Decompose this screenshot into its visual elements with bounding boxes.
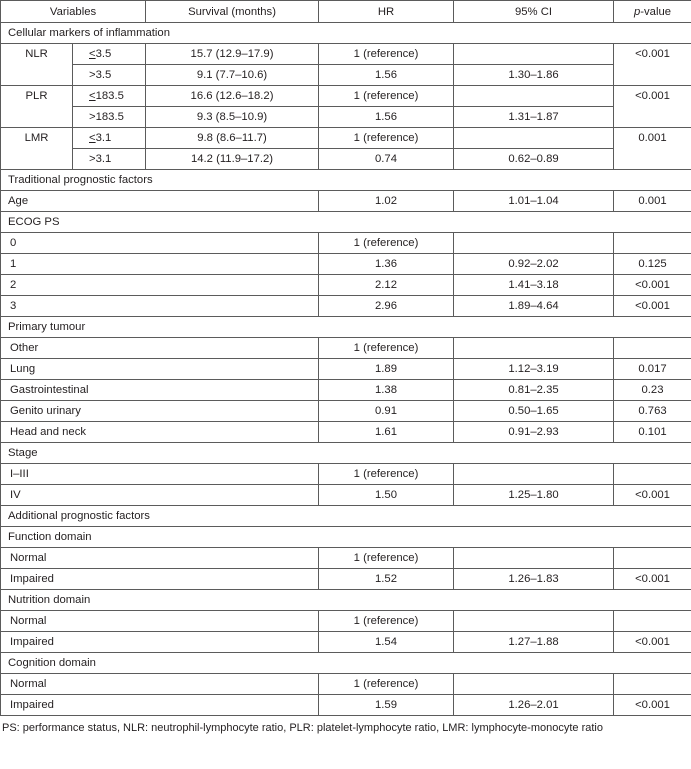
hr-cell: 1.54 bbox=[319, 632, 454, 653]
section-row bbox=[1, 590, 691, 611]
row-label: I–III bbox=[1, 464, 319, 485]
group-label-plr: PLR bbox=[1, 86, 73, 128]
group-title-cognition: Cognition domain bbox=[1, 653, 691, 674]
survival-cell: 9.8 (8.6–11.7) bbox=[146, 128, 319, 149]
ci-cell: 0.62–0.89 bbox=[454, 149, 614, 170]
hr-cell: 1 (reference) bbox=[319, 86, 454, 107]
group-label-nlr: NLR bbox=[1, 44, 73, 86]
group-title-primary: Primary tumour bbox=[1, 317, 691, 338]
p-value-cell: <0.001 bbox=[614, 296, 691, 317]
ci-cell bbox=[454, 548, 614, 569]
ci-cell bbox=[454, 44, 614, 65]
p-value-cell: <0.001 bbox=[614, 44, 691, 86]
row-label: Other bbox=[1, 338, 319, 359]
hr-cell: 1.61 bbox=[319, 422, 454, 443]
ci-cell: 1.26–2.01 bbox=[454, 695, 614, 716]
section-title-inflammation: Cellular markers of inflammation bbox=[1, 23, 691, 44]
section-row bbox=[1, 170, 691, 191]
section-row bbox=[1, 506, 691, 527]
row-label: Impaired bbox=[1, 632, 319, 653]
table-row bbox=[1, 674, 691, 695]
table-row bbox=[1, 485, 691, 506]
p-value-cell: <0.001 bbox=[614, 86, 691, 128]
header-survival: Survival (months) bbox=[146, 1, 319, 23]
section-row bbox=[1, 527, 691, 548]
le-symbol: < bbox=[89, 48, 96, 60]
group-title-ecog: ECOG PS bbox=[1, 212, 691, 233]
row-label: Lung bbox=[1, 359, 319, 380]
table-row bbox=[1, 275, 691, 296]
survival-cell: 15.7 (12.9–17.9) bbox=[146, 44, 319, 65]
p-value-cell: 0.763 bbox=[614, 401, 691, 422]
p-value-cell: 0.23 bbox=[614, 380, 691, 401]
hr-cell: 1.56 bbox=[319, 107, 454, 128]
section-title-additional: Additional prognostic factors bbox=[1, 506, 691, 527]
p-value-cell: 0.125 bbox=[614, 254, 691, 275]
ci-cell: 1.01–1.04 bbox=[454, 191, 614, 212]
ci-cell: 1.12–3.19 bbox=[454, 359, 614, 380]
hr-cell: 1.38 bbox=[319, 380, 454, 401]
table-row bbox=[1, 149, 691, 170]
p-value-cell: <0.001 bbox=[614, 569, 691, 590]
p-value-cell: 0.001 bbox=[614, 128, 691, 170]
table-footnote: PS: performance status, NLR: neutrophil-lymphocyte ratio, PLR: platelet-lymphocyte ratio, LMR: lymphocyte-monocyte ratio bbox=[2, 722, 603, 734]
group-title-function: Function domain bbox=[1, 527, 691, 548]
hr-cell: 1.89 bbox=[319, 359, 454, 380]
ci-cell: 0.50–1.65 bbox=[454, 401, 614, 422]
table-row bbox=[1, 338, 691, 359]
hr-cell: 2.12 bbox=[319, 275, 454, 296]
table-row bbox=[1, 254, 691, 275]
table-row bbox=[1, 86, 691, 107]
row-label: Gastrointestinal bbox=[1, 380, 319, 401]
cutoff-cell bbox=[73, 86, 146, 107]
ci-cell: 0.91–2.93 bbox=[454, 422, 614, 443]
hr-cell: 1 (reference) bbox=[319, 548, 454, 569]
section-row bbox=[1, 212, 691, 233]
row-label: Normal bbox=[1, 548, 319, 569]
cutoff-cell: >3.1 bbox=[73, 149, 146, 170]
p-value-cell: <0.001 bbox=[614, 275, 691, 296]
ci-cell bbox=[454, 611, 614, 632]
hr-cell: 0.74 bbox=[319, 149, 454, 170]
row-label: Normal bbox=[1, 611, 319, 632]
hr-cell: 1 (reference) bbox=[319, 128, 454, 149]
header-hr: HR bbox=[319, 1, 454, 23]
table-row bbox=[1, 422, 691, 443]
group-title-nutrition: Nutrition domain bbox=[1, 590, 691, 611]
ci-cell bbox=[454, 128, 614, 149]
hr-cell: 1 (reference) bbox=[319, 233, 454, 254]
hr-cell: 1 (reference) bbox=[319, 44, 454, 65]
hr-cell: 1.50 bbox=[319, 485, 454, 506]
ci-cell bbox=[454, 464, 614, 485]
ci-cell: 1.41–3.18 bbox=[454, 275, 614, 296]
cutoff-cell bbox=[73, 128, 146, 149]
cutoff-value: 183.5 bbox=[95, 90, 124, 102]
row-label: Impaired bbox=[1, 695, 319, 716]
hr-cell: 1.52 bbox=[319, 569, 454, 590]
table-row bbox=[1, 296, 691, 317]
p-value-cell bbox=[614, 233, 691, 254]
le-symbol: < bbox=[89, 132, 96, 144]
section-row bbox=[1, 653, 691, 674]
table-row bbox=[1, 233, 691, 254]
ci-cell: 1.89–4.64 bbox=[454, 296, 614, 317]
ci-cell: 1.30–1.86 bbox=[454, 65, 614, 86]
ci-cell: 1.25–1.80 bbox=[454, 485, 614, 506]
header-p-rest: -value bbox=[640, 5, 672, 18]
group-label-lmr: LMR bbox=[1, 128, 73, 170]
hr-cell: 1.02 bbox=[319, 191, 454, 212]
p-value-cell: <0.001 bbox=[614, 632, 691, 653]
p-value-cell bbox=[614, 338, 691, 359]
cutoff-cell: >3.5 bbox=[73, 65, 146, 86]
hr-cell: 1 (reference) bbox=[319, 674, 454, 695]
section-row bbox=[1, 443, 691, 464]
cutoff-value: 3.5 bbox=[95, 48, 112, 60]
header-row bbox=[1, 1, 691, 23]
table-row bbox=[1, 695, 691, 716]
ci-cell: 1.26–1.83 bbox=[454, 569, 614, 590]
table-row bbox=[1, 464, 691, 485]
row-label: 1 bbox=[1, 254, 319, 275]
ci-cell: 1.31–1.87 bbox=[454, 107, 614, 128]
table-row bbox=[1, 632, 691, 653]
table-row bbox=[1, 128, 691, 149]
hr-cell: 1 (reference) bbox=[319, 464, 454, 485]
p-value-cell bbox=[614, 611, 691, 632]
ci-cell bbox=[454, 338, 614, 359]
survival-cell: 16.6 (12.6–18.2) bbox=[146, 86, 319, 107]
row-label: Age bbox=[1, 191, 319, 212]
row-label: 3 bbox=[1, 296, 319, 317]
group-title-stage: Stage bbox=[1, 443, 691, 464]
row-label: Genito urinary bbox=[1, 401, 319, 422]
hr-cell: 1.56 bbox=[319, 65, 454, 86]
p-value-cell: 0.001 bbox=[614, 191, 691, 212]
p-value-cell bbox=[614, 674, 691, 695]
row-label: Impaired bbox=[1, 569, 319, 590]
table-row bbox=[1, 611, 691, 632]
hr-cell: 1 (reference) bbox=[319, 338, 454, 359]
survival-cell: 14.2 (11.9–17.2) bbox=[146, 149, 319, 170]
row-label: Head and neck bbox=[1, 422, 319, 443]
p-value-cell: 0.101 bbox=[614, 422, 691, 443]
table-row bbox=[1, 44, 691, 65]
cutoff-cell: >183.5 bbox=[73, 107, 146, 128]
p-value-cell bbox=[614, 548, 691, 569]
hr-cell: 2.96 bbox=[319, 296, 454, 317]
ci-cell: 0.81–2.35 bbox=[454, 380, 614, 401]
table-row bbox=[1, 380, 691, 401]
row-label: IV bbox=[1, 485, 319, 506]
p-value-cell: 0.017 bbox=[614, 359, 691, 380]
cutoff-cell bbox=[73, 44, 146, 65]
hr-cell: 1.59 bbox=[319, 695, 454, 716]
row-label: Normal bbox=[1, 674, 319, 695]
hr-cell: 1.36 bbox=[319, 254, 454, 275]
ci-cell: 1.27–1.88 bbox=[454, 632, 614, 653]
table-row bbox=[1, 359, 691, 380]
table-row bbox=[1, 191, 691, 212]
header-ci: 95% CI bbox=[454, 1, 614, 23]
p-value-cell bbox=[614, 464, 691, 485]
survival-cell: 9.3 (8.5–10.9) bbox=[146, 107, 319, 128]
row-label: 2 bbox=[1, 275, 319, 296]
table-row bbox=[1, 107, 691, 128]
header-p-italic: p bbox=[633, 5, 641, 18]
hr-cell: 1 (reference) bbox=[319, 611, 454, 632]
p-value-cell: <0.001 bbox=[614, 695, 691, 716]
header-p-value bbox=[614, 1, 691, 23]
table-row bbox=[1, 401, 691, 422]
table-row bbox=[1, 65, 691, 86]
row-label: 0 bbox=[1, 233, 319, 254]
table-row bbox=[1, 548, 691, 569]
cutoff-value: 3.1 bbox=[95, 132, 112, 144]
ci-cell bbox=[454, 233, 614, 254]
section-row bbox=[1, 23, 691, 44]
survival-cell: 9.1 (7.7–10.6) bbox=[146, 65, 319, 86]
hr-cell: 0.91 bbox=[319, 401, 454, 422]
header-variables: Variables bbox=[1, 1, 146, 23]
ci-cell: 0.92–2.02 bbox=[454, 254, 614, 275]
p-value-cell: <0.001 bbox=[614, 485, 691, 506]
section-row bbox=[1, 317, 691, 338]
table-row bbox=[1, 569, 691, 590]
ci-cell bbox=[454, 674, 614, 695]
ci-cell bbox=[454, 86, 614, 107]
le-symbol: < bbox=[89, 90, 96, 102]
section-title-traditional: Traditional prognostic factors bbox=[1, 170, 691, 191]
